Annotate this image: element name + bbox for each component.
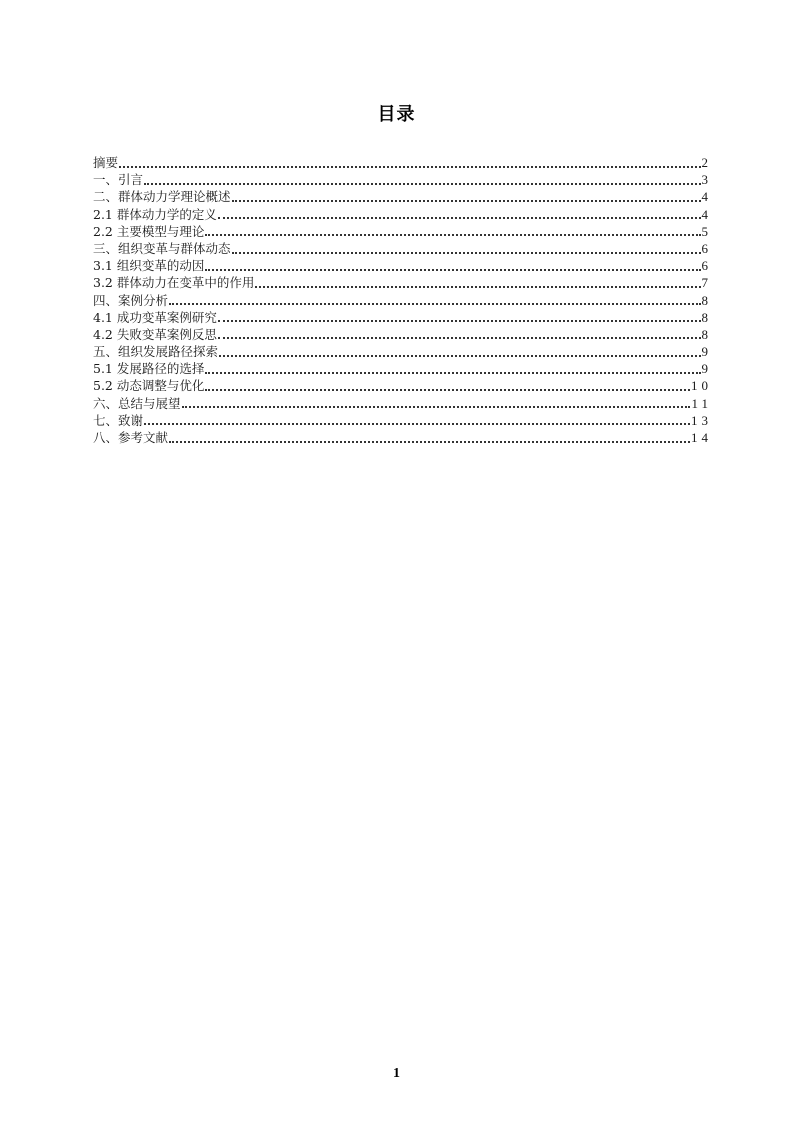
toc-entry-label: 3.1 组织变革的动因	[93, 258, 205, 274]
toc-entry[interactable]	[93, 377, 712, 394]
dot-leader	[144, 423, 690, 425]
toc-entry[interactable]	[93, 429, 712, 446]
toc-entry[interactable]	[93, 395, 712, 412]
toc-entry-label: 4.1 成功变革案例研究	[93, 309, 217, 325]
toc-entry-label: 5.1 发展路径的选择	[93, 361, 205, 377]
toc-entry[interactable]	[93, 343, 712, 360]
toc-entry-label: 四、案例分析	[93, 292, 169, 308]
dot-leader	[218, 217, 701, 219]
toc-entry-label: 七、致谢	[93, 412, 144, 428]
dot-leader	[144, 183, 700, 185]
toc-entry-page: 3	[701, 172, 712, 188]
toc-entry-label: 六、总结与展望	[93, 395, 181, 411]
toc-entry-page: 14	[691, 430, 712, 445]
toc-entry[interactable]	[93, 274, 712, 291]
toc-entry[interactable]	[93, 292, 712, 309]
toc-entry-label: 八、参考文献	[93, 430, 169, 445]
toc-entry[interactable]	[93, 171, 712, 188]
toc-entry-label: 2.2 主要模型与理论	[93, 223, 205, 239]
dot-leader	[205, 372, 700, 374]
toc-entry[interactable]	[93, 188, 712, 205]
dot-leader	[218, 320, 701, 322]
toc-entry-label: 二、群体动力学理论概述	[93, 189, 231, 205]
toc-entry[interactable]	[93, 309, 712, 326]
dot-leader	[169, 441, 690, 443]
toc-entry-page: 8	[701, 292, 712, 308]
toc-entry[interactable]	[93, 412, 712, 429]
toc-entry[interactable]	[93, 360, 712, 377]
toc-entry-page: 9	[701, 344, 712, 360]
toc-entry-label: 摘要	[93, 155, 119, 170]
toc-entry[interactable]	[93, 154, 712, 171]
toc-entry-page: 9	[701, 361, 712, 377]
toc-entry-page: 10	[691, 378, 712, 394]
toc-title: 目录	[377, 104, 416, 125]
toc-entry-page: 4	[701, 189, 712, 205]
toc-entry-label: 5.2 动态调整与优化	[93, 378, 205, 394]
toc-entry-page: 4	[701, 206, 712, 222]
toc-entry[interactable]	[93, 240, 712, 257]
footer-page-number: 1	[393, 1066, 400, 1081]
toc-entry[interactable]	[93, 223, 712, 240]
toc-entry-label: 一、引言	[93, 172, 144, 188]
dot-leader	[205, 269, 700, 271]
toc-entry-page: 11	[691, 395, 712, 411]
dot-leader	[169, 303, 700, 305]
toc-entry[interactable]	[93, 326, 712, 343]
dot-leader	[182, 406, 691, 408]
toc-entry-label: 2.1 群体动力学的定义	[93, 206, 217, 222]
toc-entry-page: 7	[701, 275, 712, 291]
dot-leader	[205, 234, 700, 236]
toc-entry-page: 6	[701, 240, 712, 256]
toc-entry-page: 13	[691, 412, 712, 428]
toc-entry-page: 5	[701, 223, 712, 239]
dot-leader	[232, 252, 701, 254]
toc-entry-label: 3.2 群体动力在变革中的作用	[93, 275, 255, 291]
toc-entry[interactable]	[93, 257, 712, 274]
dot-leader	[218, 337, 701, 339]
toc-entry-label: 4.2 失败变革案例反思	[93, 326, 217, 342]
toc-entry-label: 五、组织发展路径探索	[93, 344, 219, 360]
toc-entry-page: 6	[701, 258, 712, 274]
table-of-contents	[93, 154, 712, 446]
toc-entry-label: 三、组织变革与群体动态	[93, 240, 231, 256]
toc-entry[interactable]	[93, 206, 712, 223]
dot-leader	[119, 166, 700, 168]
dot-leader	[255, 286, 700, 288]
dot-leader	[205, 389, 690, 391]
toc-entry-page: 8	[701, 309, 712, 325]
dot-leader	[219, 355, 700, 357]
toc-entry-page: 8	[701, 326, 712, 342]
dot-leader	[232, 200, 701, 202]
toc-entry-page: 2	[701, 155, 712, 170]
